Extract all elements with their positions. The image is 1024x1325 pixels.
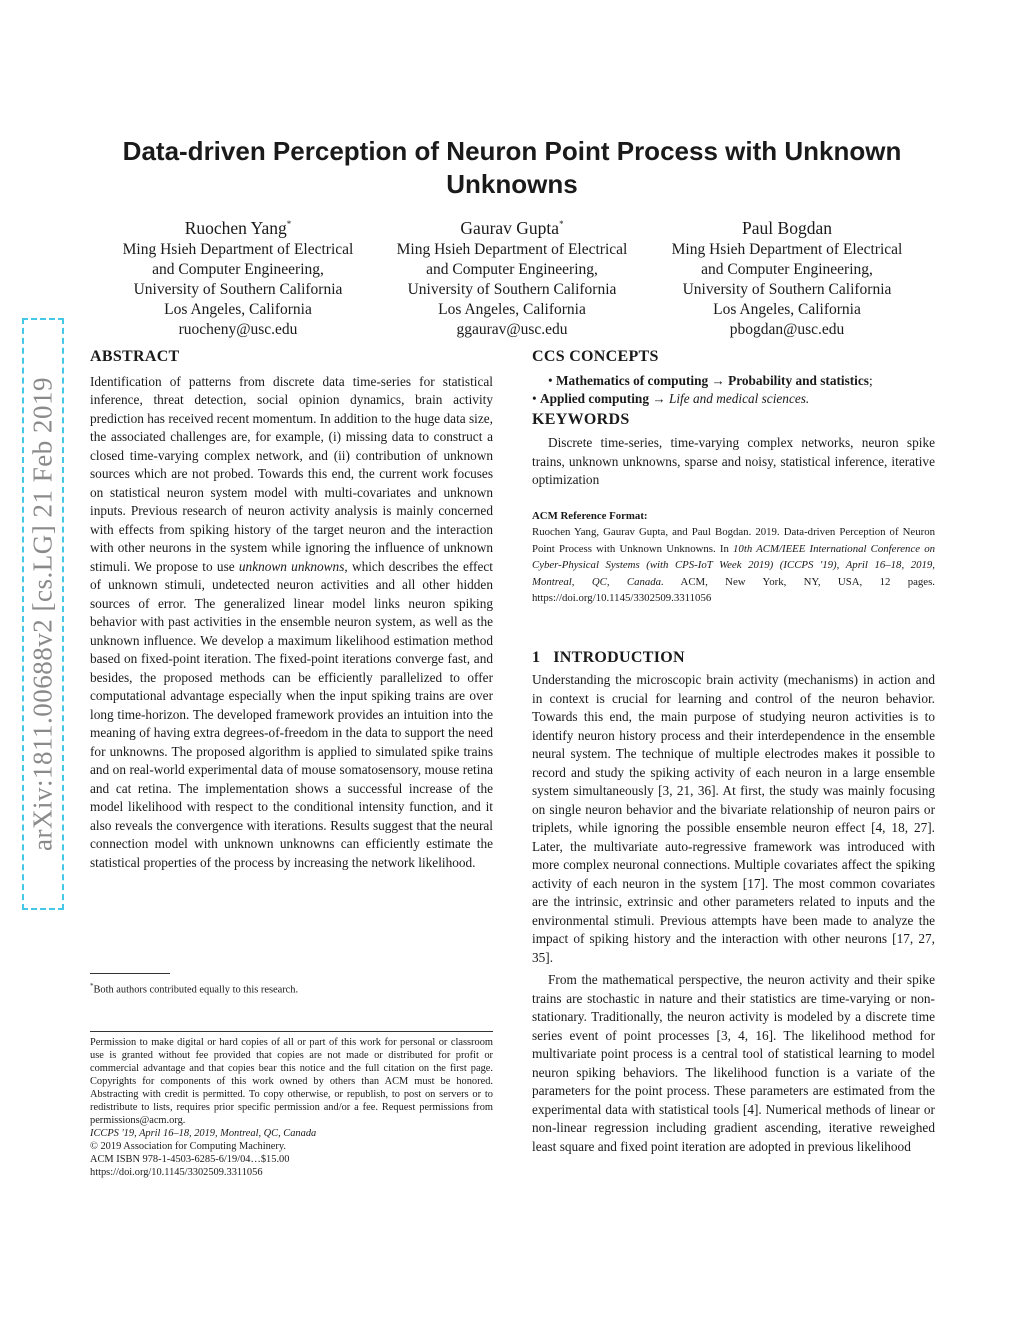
acm-ref-text: Ruochen Yang, Gaurav Gupta, and Paul Bogdan. 2019. Data-driven Perception of Neuron Point Process with Unknown Unknowns. In — [532, 526, 935, 555]
author-email: ruocheny@usc.edu — [178, 320, 298, 338]
title-line-2: Unknowns — [446, 169, 578, 199]
author-affiliation: Ming Hsieh Department of Electrical — [396, 240, 628, 258]
permission-rule — [90, 1031, 493, 1032]
arxiv-stamp — [22, 318, 64, 910]
abstract-italic-term: unknown unknowns — [238, 558, 345, 574]
arxiv-stamp-text: arXiv:1811.00688v2 [cs.LG] 21 Feb 2019 — [27, 377, 58, 851]
author-affiliation: University of Southern California — [682, 280, 892, 298]
author-name: Paul Bogdan — [742, 217, 832, 238]
author-name: Ruochen Yang — [184, 217, 287, 238]
author-affiliation: University of Southern California — [407, 280, 617, 298]
author-affiliation: Los Angeles, California — [164, 300, 312, 318]
author-affiliation: Ming Hsieh Department of Electrical — [122, 240, 354, 258]
permission-text: Permission to make digital or hard copies of all or part of this work for personal or classroom use is granted without fee provided that copies are not made or distributed for profit or commercial advantage and that copies bear this notice and the full citation on the first page. Copyrights for components of this work owned by others than ACM must be honored. Abstracting with credit is permitted. To copy otherwise, or republish, to post on servers or to redistribute to lists, requires prior specific permission and/or a fee. Request permissions from permissions@acm.org. — [90, 1037, 493, 1126]
author-mark: * — [286, 219, 292, 229]
ccs-bullet: • — [532, 391, 537, 406]
permission-venue: ICCPS '19, April 16–18, 2019, Montreal, QC, Canada — [90, 1128, 317, 1139]
paper-title — [90, 135, 934, 201]
acm-ref-text: ACM, New York, NY, USA, 12 pages. https://doi.org/10.1145/3302509.3311056 — [532, 575, 935, 604]
intro-paragraph-2: From the mathematical perspective, the neuron activity and their spike trains are stochastic in nature and their statistics are time-varying or non-stationary. Traditionally, the neuron activity is modeled by a discrete time series event of point processes [3, 4, 16]. The likelihood method for multivariate point process is a central tool of statistical learning to model neuron spiking behaviors. The likelihood function is a variate of the parameters for the point process. These parameters are estimated from the experimental data with statistical tools [4]. Numerical methods of linear or non-linear regression including gradient ascending, iterative reweighed least square and fixed point iteration are adopted in previous likelihood — [532, 972, 935, 1154]
permission-copyright: © 2019 Association for Computing Machinery. — [90, 1141, 286, 1152]
abstract-text-part: Identification of patterns from discrete data time-series for statistical inference, threat detection, social opinion dynamics, brain activity prediction has received recent momentum. In addition to the huge data size, the associated challenges are, for example, (i) missing data to construct a closed time-varying complex network, and (ii) contribution of unknown sources which are not probed. Towards this end, the current work focuses on statistical neuron system model with multi-covariates and unknown inputs. Previous research of neuron activity analysis is mainly concerned with effects from spiking history of the target neuron and the interaction with other neurons in the system while ignoring the influence of unknown stimuli. We propose to use — [90, 373, 493, 574]
right-column — [532, 348, 935, 1156]
abstract-section — [90, 348, 493, 872]
title-line-1: Data-driven Perception of Neuron Point Process with Unknown — [122, 136, 902, 166]
section-number: 1 — [532, 648, 541, 666]
ccs-item-1 — [532, 372, 935, 391]
ccs-punct: ; — [868, 372, 873, 388]
author-email: ggaurav@usc.edu — [456, 320, 568, 338]
author-block-1 — [101, 212, 375, 340]
abstract-heading: ABSTRACT — [90, 348, 180, 365]
abstract-text — [90, 373, 493, 873]
section-title: INTRODUCTION — [553, 648, 685, 666]
author-mark: * — [559, 219, 564, 229]
author-email: pbogdan@usc.edu — [729, 320, 845, 338]
ccs-term: Probability and statistics — [728, 372, 869, 388]
author-affiliation: and Computer Engineering, — [701, 260, 873, 278]
footnote — [90, 980, 493, 996]
author-affiliation: and Computer Engineering, — [152, 260, 324, 278]
ccs-item-2 — [532, 390, 935, 409]
ccs-bullet: • — [548, 372, 553, 388]
intro-paragraph-1: Understanding the microscopic brain activity (mechanisms) in action and in context is crucial for learning and control of the neuron behavior. Towards this end, the main purpose of studying neuron activities is to identify neuron history process and their interdependence in the ensemble neural system. The technique of multiple electrodes makes it possible to record and study the spiking activity of each neuron in a large ensemble system simultaneously [3, 21, 36]. At first, the study was mainly focusing on single neuron behavior and the bivariate relationship of neuron pairs or triplets, while ignoring the possible ensemble neuron effect [4, 18, 27]. Later, the multivariate auto-regressive framework was introduced with more complex neuronal connections. Multiple covariates affect the spiking activity of each neuron in the system [17]. The most common covariates are the intrinsic, extrinsic and other parameters related to inputs and the environmental stimuli. Previous attempts have been made to analyze the impact of spiking history and the interaction with other neurons [17, 27, 35]. — [532, 672, 935, 965]
author-block-3 — [650, 212, 924, 340]
acm-ref-heading: ACM Reference Format: — [532, 509, 648, 522]
author-affiliation: Los Angeles, California — [713, 300, 861, 318]
permission-isbn: ACM ISBN 978-1-4503-6285-6/19/04…$15.00 — [90, 1154, 290, 1165]
abstract-text-part: , which describes the effect of unknown stimuli, undetected neuron activities and all other hidden sources of error. The generalized linear model links neuron spiking behavior with past activities in the ensemble neuron system, as well as the unknown influence. We develop a maximum likelihood estimation method based on fixed-point iteration. The fixed-point iterations converge fast, and besides, the proposed methods can be efficiently parallelized to offer computational advantage especially when the input spiking trains are over long time-horizon. The developed framework provides an intuition into the meaning of having extra degrees-of-freedom in the data to support the need for unknowns. The proposed algorithm is applied to simulated spike trains and on real-world experimental data of mouse somatosensory, mouse retina and cat retina. The implementation shows a successful increase of the model likelihood with respect to the conditional intensity function, and it also reveals the convergence with iterations. Results suggest that the neural connection model with unknown unknowns can efficiently estimate the statistical properties of the process by increasing the network likelihood. — [90, 558, 493, 870]
permission-block — [90, 1036, 493, 1179]
author-affiliation: and Computer Engineering, — [426, 260, 598, 278]
ccs-heading: CCS CONCEPTS — [532, 348, 659, 365]
footnote-text: Both authors contributed equally to this research. — [93, 984, 299, 996]
author-affiliation: University of Southern California — [133, 280, 343, 298]
ccs-term-italic: Life and medical sciences. — [668, 391, 810, 406]
footnote-mark: * — [90, 982, 94, 990]
acm-ref-venue: 10th ACM/IEEE International Conference on Cyber-Physical Systems (with CPS-IoT Week 2019) (ICCPS '19), April 16–18, 2019, Montreal, QC, Canada. — [532, 542, 935, 588]
author-block-2 — [375, 212, 649, 340]
author-affiliation: Los Angeles, California — [438, 300, 586, 318]
acm-reference — [532, 508, 935, 607]
ccs-arrow: → — [652, 391, 666, 406]
intro-heading — [532, 649, 935, 668]
ccs-term: Applied computing — [539, 391, 649, 406]
footnote-rule — [90, 973, 170, 974]
keywords-text: Discrete time-series, time-varying complex networks, neuron spike trains, unknown unknowns, sparse and noisy, statistical inference, iterative optimization — [532, 435, 935, 487]
ccs-term: Mathematics of computing — [555, 372, 709, 388]
ccs-arrow: → — [711, 372, 725, 388]
permission-doi: https://doi.org/10.1145/3302509.3311056 — [90, 1167, 263, 1178]
author-affiliation: Ming Hsieh Department of Electrical — [671, 240, 903, 258]
keywords-heading: KEYWORDS — [532, 410, 630, 428]
author-name: Gaurav Gupta — [460, 217, 560, 238]
